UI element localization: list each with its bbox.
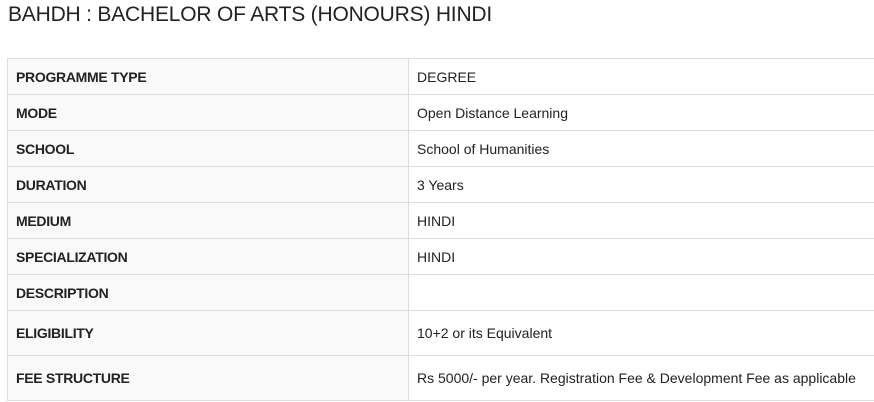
table-row-school bbox=[8, 131, 874, 167]
programme-details-table bbox=[7, 58, 874, 401]
table-row-description bbox=[8, 275, 874, 311]
row-label: SPECIALIZATION bbox=[8, 239, 409, 275]
row-label: PROGRAMME TYPE bbox=[8, 59, 409, 95]
row-value: 10+2 or its Equivalent bbox=[409, 311, 874, 356]
row-label: DESCRIPTION bbox=[8, 275, 409, 311]
table-row-duration bbox=[8, 167, 874, 203]
row-label: DURATION bbox=[8, 167, 409, 203]
page-title: BAHDH : BACHELOR OF ARTS (HONOURS) HINDI bbox=[8, 3, 493, 26]
row-value: HINDI bbox=[409, 239, 874, 275]
row-value: 3 Years bbox=[409, 167, 874, 203]
table-row-mode bbox=[8, 95, 874, 131]
row-value: Rs 5000/- per year. Registration Fee & Development Fee as applicable bbox=[409, 356, 874, 401]
table-row-eligibility bbox=[8, 311, 874, 356]
row-label: ELIGIBILITY bbox=[8, 311, 409, 356]
row-value: School of Humanities bbox=[409, 131, 874, 167]
row-label: MEDIUM bbox=[8, 203, 409, 239]
row-value bbox=[409, 275, 874, 311]
table-row-fee-structure bbox=[8, 356, 874, 401]
row-label: FEE STRUCTURE bbox=[8, 356, 409, 401]
row-value: HINDI bbox=[409, 203, 874, 239]
table-row-specialization bbox=[8, 239, 874, 275]
table-row-programme-type bbox=[8, 59, 874, 95]
row-label: MODE bbox=[8, 95, 409, 131]
row-label: SCHOOL bbox=[8, 131, 409, 167]
programme-details-container bbox=[7, 58, 874, 401]
table-row-medium bbox=[8, 203, 874, 239]
row-value: DEGREE bbox=[409, 59, 874, 95]
row-value: Open Distance Learning bbox=[409, 95, 874, 131]
